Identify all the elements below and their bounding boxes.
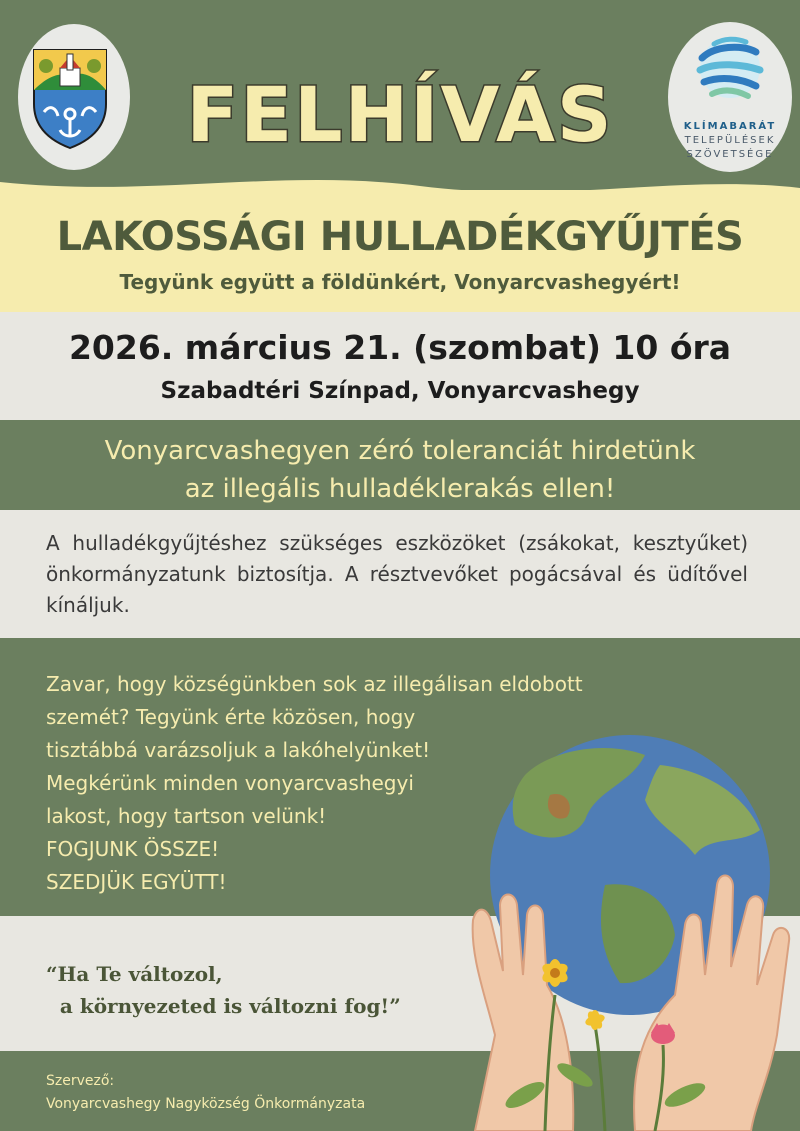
quote-line-2: a környezeted is változni fog!” [46, 994, 401, 1018]
partner-name-line1: KLÍMABARÁT [683, 121, 777, 132]
partner-name-line3: SZÖVETSÉGE [686, 149, 774, 160]
call-line: FOGJUNK ÖSSZE! [46, 837, 220, 861]
event-venue: Szabadtéri Színpad, Vonyarcvashegy [160, 378, 640, 404]
call-line: Megkérünk minden vonyarcvashegyi [46, 771, 414, 795]
info-paragraph: A hulladékgyűjtéshez szükséges eszközöket (zsákokat, kesztyűket) önkormányzatunk biztosítja. A résztvevőket pogácsával és üdítővel kínáljuk. [46, 531, 748, 617]
page-title: FELHÍVÁS [186, 70, 614, 159]
call-line: Zavar, hogy községünkben sok az illegálisan eldobott [46, 672, 583, 696]
call-line: szemét? Tegyünk érte közösen, hogy [46, 705, 416, 729]
event-date: 2026. március 21. (szombat) 10 óra [68, 328, 732, 367]
event-tagline: Tegyünk együtt a földünkért, Vonyarcvashegyért! [119, 270, 681, 294]
call-line: lakost, hogy tartson velünk! [46, 804, 327, 828]
call-line: SZEDJÜK EGYÜTT! [46, 870, 227, 894]
message-line-2: az illegális hulladéklerakás ellen! [184, 474, 616, 504]
event-name: LAKOSSÁGI HULLADÉKGYŰJTÉS [56, 214, 744, 260]
call-to-action [46, 668, 583, 899]
partner-name-line2: TELEPÜLÉSEK [684, 135, 776, 146]
call-line: tisztábbá varázsoljuk a lakóhelyünket! [46, 738, 431, 762]
quote-line-1: “Ha Te változol, [46, 962, 223, 986]
message-line-1: Vonyarcvashegyen zéró toleranciát hirdetünk [104, 436, 696, 466]
hands-holding-earth-illustration [455, 735, 800, 1131]
organizer-name: Vonyarcvashegy Nagyközség Önkormányzata [46, 1096, 366, 1112]
quote [46, 958, 401, 1022]
zero-tolerance-message [40, 432, 760, 508]
organizer-label: Szervező: [46, 1073, 115, 1089]
